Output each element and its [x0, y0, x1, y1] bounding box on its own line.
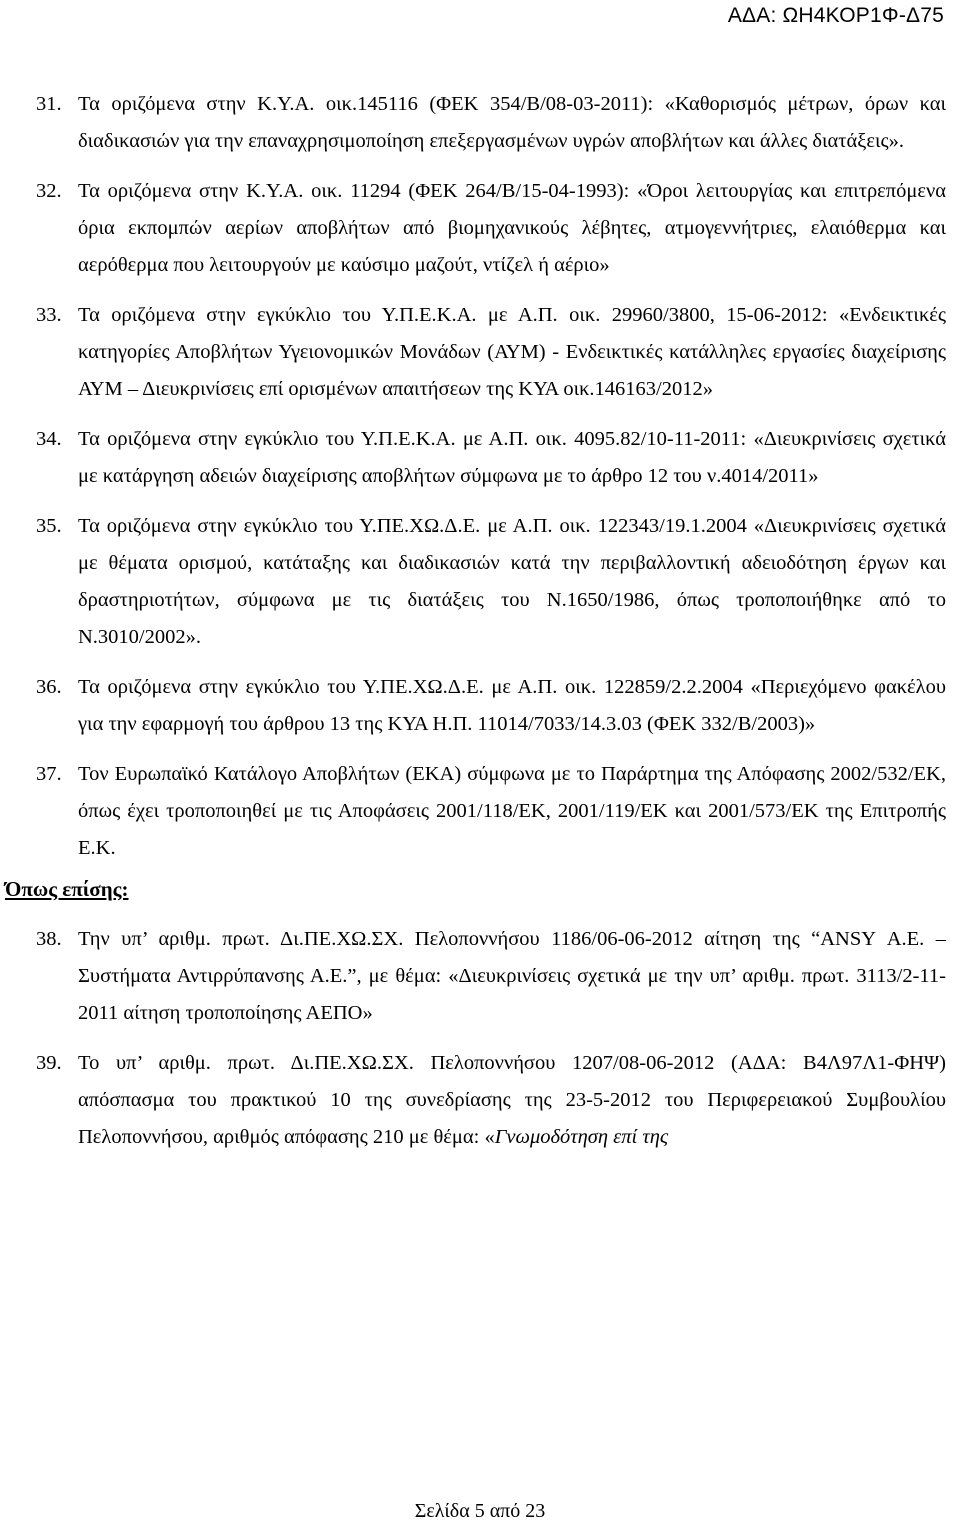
document-body [0, 86, 960, 1156]
page-footer: Σελίδα 5 από 23 [414, 1500, 546, 1522]
item-number: 33. [36, 304, 62, 326]
item-number: 38. [36, 928, 62, 950]
item-text: Τα οριζόμενα στην εγκύκλιο του Υ.ΠΕ.ΧΩ.Δ.Ε. με Α.Π. οικ. 122859/2.2.2004 «Περιεχόμενο φακέλου για την εφαρμογή του άρθρου 13 της ΚΥΑ Η.Π. 11014/7033/14.3.03 (ΦΕΚ 332/Β/2003)» [78, 676, 946, 735]
item-text: Τα οριζόμενα στην εγκύκλιο του Υ.Π.Ε.Κ.Α. με Α.Π. οικ. 29960/3800, 15-06-2012: «Ενδεικτικές κατηγορίες Αποβλήτων Υγειονομικών Μονάδων (ΑΥΜ) - Ενδεικτικές κατάλληλες εργασίες διαχείρισης ΑΥΜ – Διευκρινίσεις επί ορισμένων απαιτήσεων της ΚΥΑ οικ.146163/2012» [78, 304, 946, 400]
list-item [36, 421, 946, 495]
item-text-italic: Γνωμοδότηση επί της [494, 1126, 669, 1148]
item-number: 31. [36, 93, 62, 115]
ada-code: ΑΔΑ: ΩΗ4ΚΟΡ1Φ-Δ75 [727, 4, 944, 27]
item-number: 37. [36, 763, 62, 785]
list-item [36, 669, 946, 743]
item-text: Τα οριζόμενα στην εγκύκλιο του Υ.Π.Ε.Κ.Α. με Α.Π. οικ. 4095.82/10-11-2011: «Διευκρινίσεις σχετικά με κατάργηση αδειών διαχείρισης αποβλήτων σύμφωνα με το άρθρο 12 του ν.4014/2011» [78, 428, 946, 487]
list-item [36, 756, 946, 867]
item-text: Τα οριζόμενα στην Κ.Υ.Α. οικ.145116 (ΦΕΚ 354/Β/08-03-2011): «Καθορισμός μέτρων, όρων και διαδικασιών για την επαναχρησιμοποίηση επεξεργασμένων υγρών αποβλήτων και άλλες διατάξεις». [78, 93, 946, 152]
list-item [36, 86, 946, 160]
item-number: 39. [36, 1052, 62, 1074]
section-heading: Όπως επίσης: [5, 877, 129, 901]
item-text: Τον Ευρωπαϊκό Κατάλογο Αποβλήτων (ΕΚΑ) σύμφωνα με το Παράρτημα της Απόφασης 2002/532/ΕΚ, όπως έχει τροποποιηθεί με τις Αποφάσεις 2001/118/ΕΚ, 2001/119/ΕΚ και 2001/573/ΕΚ της Επιτροπής Ε.Κ. [78, 763, 946, 859]
item-text: Το υπ’ αριθμ. πρωτ. Δι.ΠΕ.ΧΩ.ΣΧ. Πελοποννήσου 1207/08-06-2012 (ΑΔΑ: Β4Λ97Λ1-ΦΗΨ) απόσπασμα του πρακτικού 10 της συνεδρίασης της 23-5-2012 του Περιφερειακού Συμβουλίου Πελοποννήσου, αριθμός απόφασης 210 με θέμα: « [78, 1052, 946, 1148]
list-item [36, 508, 946, 656]
item-text: Τα οριζόμενα στην Κ.Υ.Α. οικ. 11294 (ΦΕΚ 264/Β/15-04-1993): «Όροι λειτουργίας και επιτρεπόμενα όρια εκπομπών αερίων αποβλήτων από βιομηχανικούς λέβητες, ατμογεννήτριες, ελαιόθερμα και αερόθερμα που λειτουργούν με καύσιμο μαζούτ, ντίζελ ή αέριο» [78, 180, 946, 276]
item-number: 35. [36, 515, 62, 537]
item-number: 32. [36, 180, 62, 202]
item-text: Την υπ’ αριθμ. πρωτ. Δι.ΠΕ.ΧΩ.ΣΧ. Πελοποννήσου 1186/06-06-2012 αίτηση της “ANSY Α.Ε. – Συστήματα Αντιρρύπανσης Α.Ε.”, με θέμα: «Διευκρινίσεις σχετικά με την υπ’ αριθμ. πρωτ. 3113/2-11-2011 αίτηση τροποποίησης ΑΕΠΟ» [78, 928, 946, 1024]
list-item [36, 173, 946, 284]
item-number: 34. [36, 428, 62, 450]
item-text: Τα οριζόμενα στην εγκύκλιο του Υ.ΠΕ.ΧΩ.Δ.Ε. με Α.Π. οικ. 122343/19.1.2004 «Διευκρινίσεις σχετικά με θέματα ορισμού, κατάταξης και διαδικασιών κατά την περιβαλλοντική αδειοδότηση έργων και δραστηριοτήτων, σύμφωνα με τις διατάξεις του Ν.1650/1986, όπως τροποποιήθηκε από το Ν.3010/2002». [78, 515, 946, 648]
list-item [36, 297, 946, 408]
item-number: 36. [36, 676, 62, 698]
list-item [36, 921, 946, 1032]
list-item [36, 1045, 946, 1156]
